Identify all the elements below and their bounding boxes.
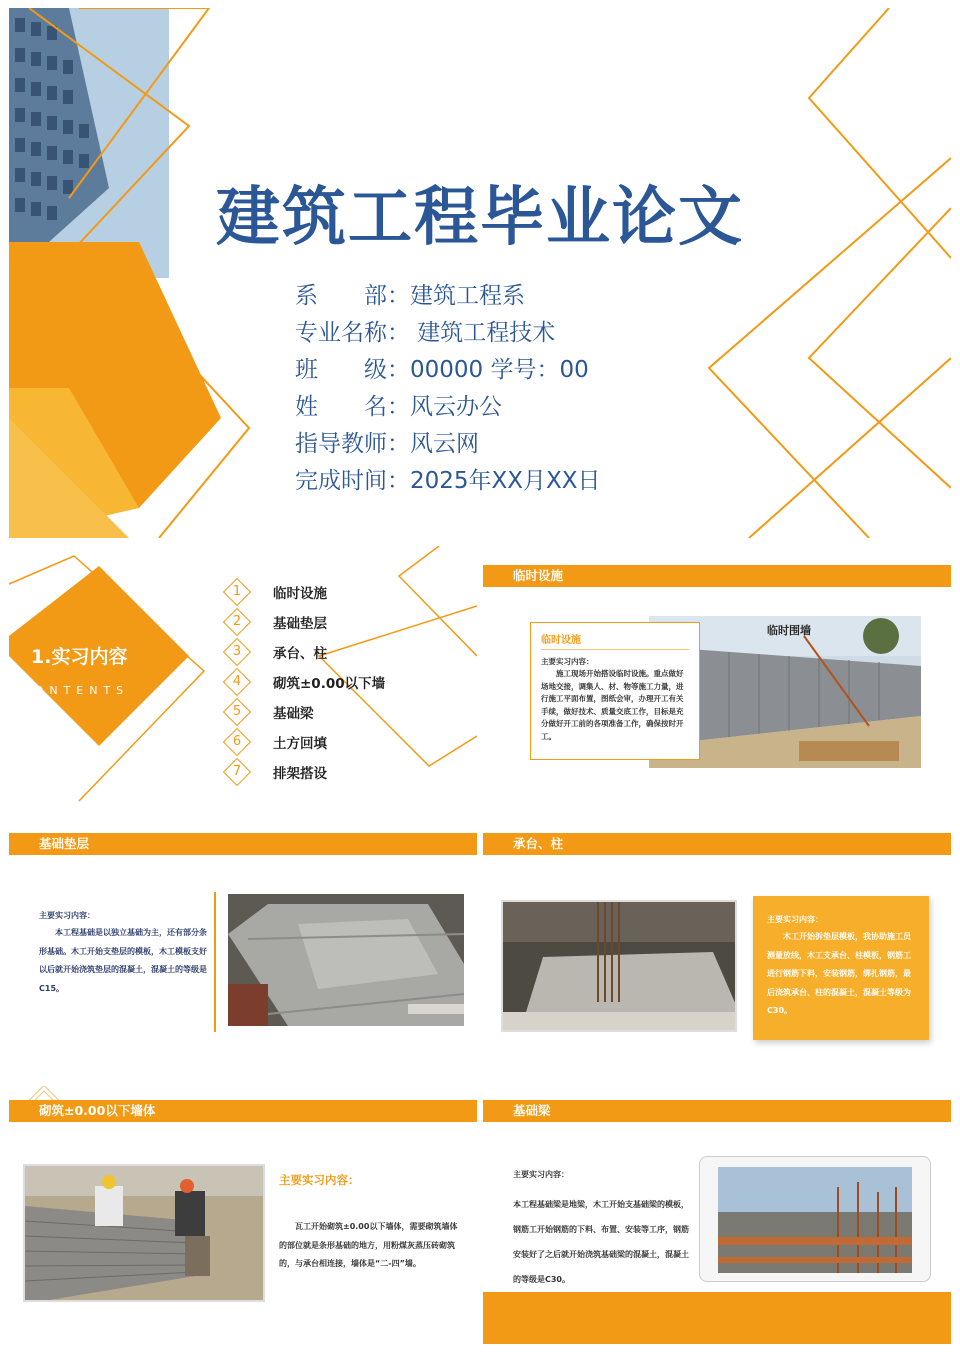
toc-label: 基础垫层	[273, 616, 327, 632]
toc-item[interactable]	[223, 698, 314, 726]
toc-number-diamond: 3	[223, 638, 251, 666]
toc-number-diamond: 7	[223, 758, 251, 786]
text-body: 瓦工开始砌筑±0.00以下墙体，需要砌筑墙体的部位就是条形基础的地方，用粉煤灰蒸压砖砌筑的，与承台相连接，墙体是“二-四”墙。	[279, 1222, 458, 1268]
slide-temporary-facilities	[483, 546, 951, 810]
info-department: 系 部：建筑工程系	[295, 283, 525, 309]
toc-item[interactable]	[223, 608, 327, 636]
pile-cap-text-box	[753, 896, 929, 1040]
divider	[214, 892, 216, 1032]
text-body: 木工开始拆垫层模板，我协助施工员测量放线，木工支承台、柱模板，钢筋工进行钢筋下料，安装钢筋，绑扎钢筋，最后浇筑承台、柱的混凝土，混凝土等级为C30。	[767, 932, 911, 1015]
beam-photo	[718, 1167, 912, 1273]
cushion-photo	[228, 894, 464, 1026]
slide-header-bar: 基础梁	[483, 1100, 951, 1122]
cushion-text	[39, 908, 209, 998]
info-date: 完成时间：2025年XX月XX日	[295, 468, 601, 494]
text-body: 本工程基础梁是地梁，木工开始支基础梁的模板，钢筋工开始钢筋的下料、布置、安装等工序，钢筋安装好了之后就开始浇筑基础梁的混凝土，混凝土的等级是C30。	[513, 1200, 689, 1284]
toc-item[interactable]	[223, 578, 327, 606]
toc-number-diamond: 4	[223, 668, 251, 696]
slide-header-bar: 承台、柱	[483, 833, 951, 855]
toc-label: 基础梁	[273, 706, 314, 722]
pile-cap-photo	[501, 900, 737, 1032]
box-title: 临时设施	[541, 631, 689, 650]
info-class: 班 级：00000 学号：00	[295, 357, 589, 383]
toc-label: 土方回填	[273, 736, 327, 752]
info-name: 姓 名：风云办公	[295, 394, 502, 420]
slide-masonry-wall	[9, 1086, 477, 1344]
info-advisor: 指导教师：风云网	[295, 431, 479, 457]
slide-foundation-beam	[483, 1086, 951, 1344]
text-heading: 主要实习内容：	[767, 915, 823, 924]
toc-number-diamond: 2	[223, 608, 251, 636]
slide-foundation-cushion	[9, 822, 477, 1062]
bottom-orange-band	[483, 1292, 951, 1344]
toc-number-diamond: 1	[223, 578, 251, 606]
slide-header-bar: 临时设施	[483, 565, 951, 587]
text-body: 本工程基础是以独立基础为主，还有部分条形基础。木工开始支垫层的模板，木工模板支好以后就开始浇筑垫层的混凝土，混凝土的等级是C15。	[39, 928, 207, 993]
toc-number-diamond: 5	[223, 698, 251, 726]
box-heading: 主要实习内容：	[541, 657, 594, 666]
toc-number-diamond: 6	[223, 728, 251, 756]
tablet-frame	[699, 1156, 931, 1282]
info-major: 专业名称： 建筑工程技术	[295, 320, 556, 346]
toc-item[interactable]	[223, 728, 327, 756]
contents-slide	[9, 546, 477, 810]
contents-subtitle: CONTENTS	[21, 684, 130, 697]
toc-item[interactable]	[223, 668, 385, 696]
toc-label: 砌筑±0.00以下墙	[273, 676, 386, 692]
toc-item[interactable]	[223, 758, 327, 786]
toc-label: 承台、柱	[273, 646, 327, 662]
beam-text	[513, 1164, 693, 1292]
toc-item[interactable]	[223, 638, 327, 666]
slide-pile-cap-column	[483, 822, 951, 1062]
photo-caption: 临时围墙	[767, 624, 811, 637]
temporary-text-box	[530, 622, 700, 760]
masonry-photo	[23, 1164, 265, 1302]
cover-info	[295, 278, 601, 500]
text-heading: 主要实习内容：	[279, 1173, 360, 1187]
toc-label: 临时设施	[273, 586, 327, 602]
contents-title: 1.实习内容	[31, 646, 128, 668]
text-heading: 主要实习内容：	[513, 1170, 569, 1179]
slide-header-bar: 基础垫层	[9, 833, 477, 855]
slide-header-bar: 砌筑±0.00以下墙体	[9, 1100, 477, 1122]
text-heading: 主要实习内容：	[39, 911, 95, 920]
box-body: 施工现场开始搭设临时设施。重点做好场地交接，调集人、材、物等施工力量，进行施工平面布置，图纸会审，办理开工有关手续，做好技术、质量交底工作，目标是充分做好开工前的各项准备工作，确保按时开工。	[541, 669, 684, 741]
toc-label: 排架搭设	[273, 766, 327, 782]
cover-slide	[9, 8, 951, 538]
cover-title: 建筑工程毕业论文	[216, 181, 744, 255]
